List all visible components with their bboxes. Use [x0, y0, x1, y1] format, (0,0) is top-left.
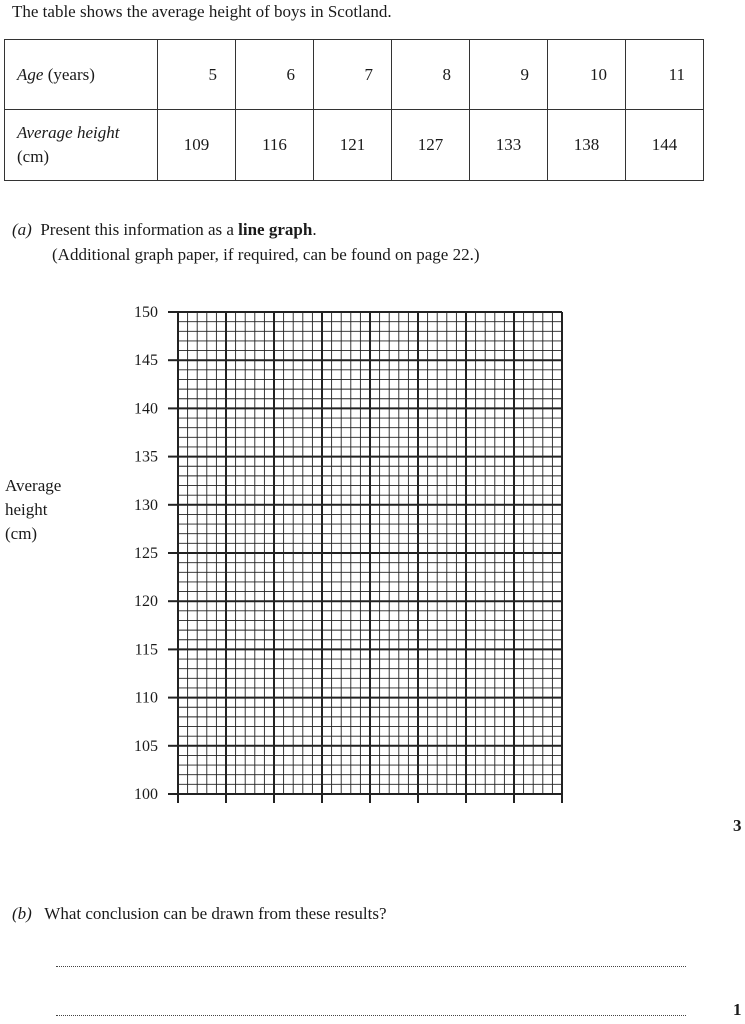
y-tick-label: 120 [134, 593, 158, 611]
part-b-label: (b) [12, 904, 32, 923]
age-cell: 5 [158, 40, 236, 110]
part-b-question [12, 904, 387, 924]
part-a-period: . [312, 220, 317, 239]
age-cell: 10 [548, 40, 626, 110]
y-tick-label: 145 [134, 352, 158, 370]
height-cell: 133 [470, 110, 548, 181]
age-cell: 7 [314, 40, 392, 110]
answer-line[interactable] [56, 966, 686, 967]
part-a-bold: line graph [238, 220, 313, 239]
age-unit: (years) [43, 64, 95, 84]
y-tick-label: 110 [134, 689, 158, 707]
y-label-line: height [5, 500, 48, 519]
height-unit: (cm) [17, 147, 50, 166]
age-cell: 6 [236, 40, 314, 110]
part-a-label: (a) [12, 220, 32, 239]
height-cell: 138 [548, 110, 626, 181]
y-tick-label: 130 [134, 496, 158, 514]
age-cell: 8 [392, 40, 470, 110]
part-a-text: Present this information as a [40, 220, 239, 239]
y-tick-label: 140 [134, 400, 158, 418]
part-a-note: (Additional graph paper, if required, can be found on page 22.) [52, 245, 480, 264]
height-label: Average height [17, 123, 120, 142]
age-label: Age [17, 64, 44, 84]
part-b-marks: 1 [733, 1000, 742, 1019]
age-cell: 9 [470, 40, 548, 110]
part-a-marks: 3 [733, 816, 742, 835]
intro-text: The table shows the average height of boys in Scotland. [12, 2, 392, 21]
height-cell: 116 [236, 110, 314, 181]
y-label-line: Average [5, 476, 62, 495]
y-tick-label: 135 [134, 448, 158, 466]
answer-line[interactable] [56, 1015, 686, 1016]
y-tick-label: 150 [134, 304, 158, 321]
part-b-text: What conclusion can be drawn from these results? [44, 904, 387, 923]
height-cell: 144 [626, 110, 704, 181]
age-cell: 11 [626, 40, 704, 110]
y-label-line: (cm) [5, 524, 38, 543]
height-cell: 121 [314, 110, 392, 181]
y-tick-label: 100 [134, 786, 158, 803]
y-tick-label: 125 [134, 545, 158, 562]
height-cell: 127 [392, 110, 470, 181]
y-tick-label: 115 [134, 641, 158, 659]
y-tick-label: 105 [134, 737, 158, 755]
height-cell: 109 [158, 110, 236, 181]
